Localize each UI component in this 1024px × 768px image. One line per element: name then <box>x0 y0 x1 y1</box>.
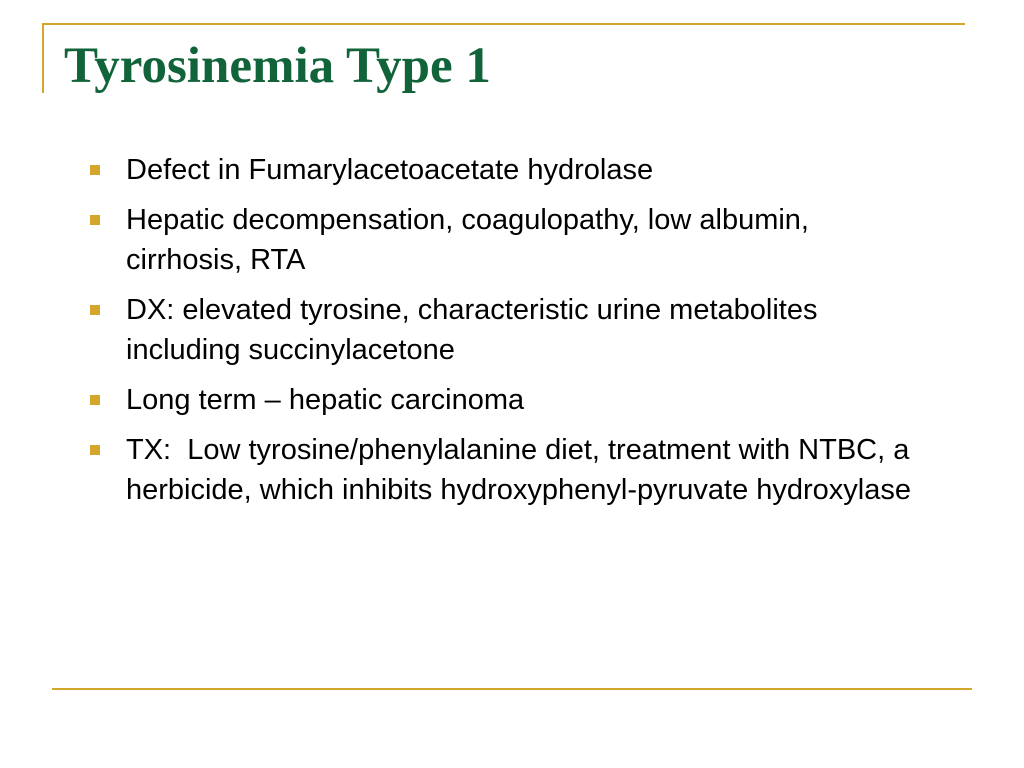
bullet-item <box>90 430 920 510</box>
bullet-text: DX: elevated tyrosine, characteristic urine metabolites including succinylacetone <box>126 294 826 366</box>
left-border-line <box>42 23 44 93</box>
square-bullet-icon <box>90 305 100 315</box>
square-bullet-icon <box>90 445 100 455</box>
bullet-text: Hepatic decompensation, coagulopathy, low albumin, cirrhosis, RTA <box>126 204 818 276</box>
bottom-border-line <box>52 688 972 690</box>
bullet-text: Defect in Fumarylacetoacetate hydrolase <box>126 154 654 186</box>
bullet-text: Long term – hepatic carcinoma <box>126 384 525 416</box>
slide-title: Tyrosinemia Type 1 <box>64 38 491 94</box>
square-bullet-icon <box>90 395 100 405</box>
bullet-item <box>90 380 920 420</box>
bullet-text: TX: Low tyrosine/phenylalanine diet, treatment with NTBC, a herbicide, which inhibits hydroxyphenyl-pyruvate hydroxylase <box>126 434 918 506</box>
top-border-line <box>42 23 965 25</box>
bullet-list <box>90 150 920 520</box>
bullet-item <box>90 290 920 370</box>
square-bullet-icon <box>90 165 100 175</box>
square-bullet-icon <box>90 215 100 225</box>
bullet-item <box>90 150 920 190</box>
bullet-item <box>90 200 920 280</box>
